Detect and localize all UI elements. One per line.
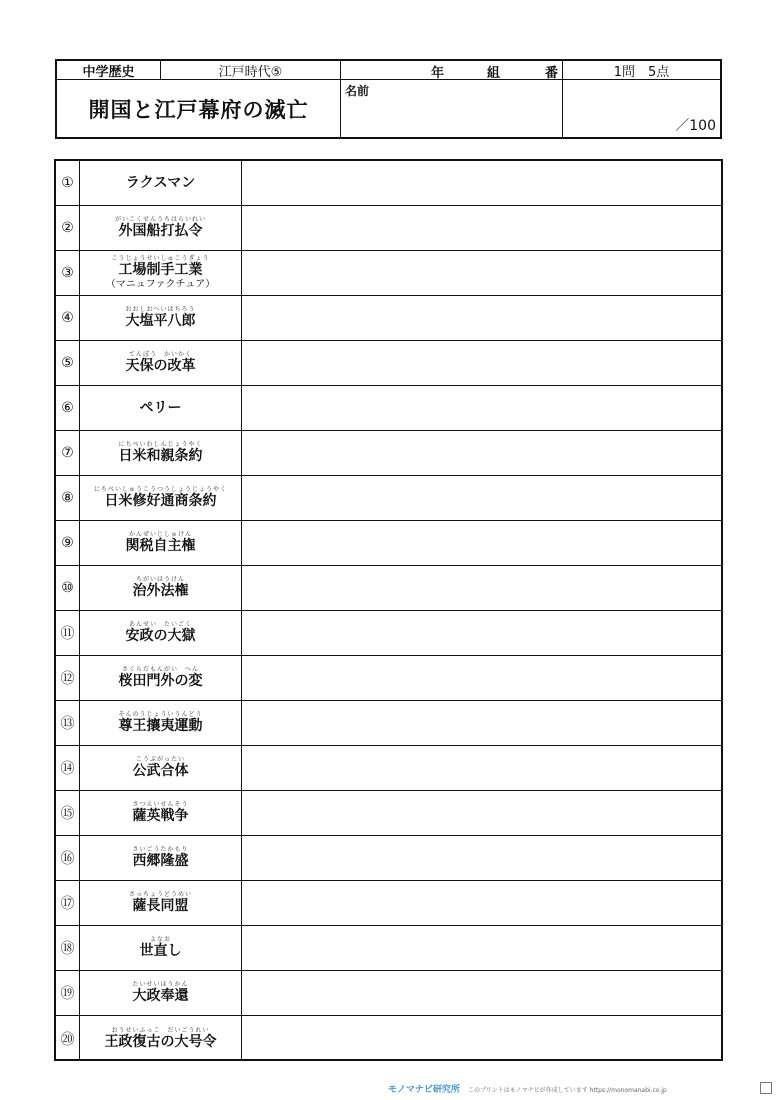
answer-field[interactable]: [242, 656, 721, 700]
unit-label: 江戸時代⑤: [161, 61, 341, 80]
question-number: ⑲: [56, 971, 80, 1015]
table-row: [56, 701, 721, 746]
answer-field[interactable]: [242, 251, 721, 295]
footer-text: このプリントはモノマナビが作成しています https://monomanabi.co.jp: [468, 1087, 667, 1094]
term-reading: かんぜいじしゅけん: [128, 531, 192, 538]
question-number: ⑩: [56, 566, 80, 610]
term-text: 薩長同盟: [132, 898, 189, 914]
question-number: ⑧: [56, 476, 80, 520]
table-row: [56, 926, 721, 971]
table-row: [56, 1016, 721, 1061]
header-table: [55, 59, 722, 139]
term-cell: [80, 206, 242, 250]
question-number: ⑬: [56, 701, 80, 745]
number-label: 番: [545, 66, 559, 81]
table-row: [56, 881, 721, 926]
answer-field[interactable]: [242, 701, 721, 745]
score-field[interactable]: [563, 80, 720, 137]
question-number: ⑰: [56, 881, 80, 925]
question-number: ①: [56, 161, 80, 205]
subject-label: 中学歴史: [57, 61, 161, 80]
answer-field[interactable]: [242, 791, 721, 835]
total-score-label: ／100: [675, 118, 716, 134]
term-cell: [80, 161, 242, 205]
term-reading: さっちょうどうめい: [128, 891, 192, 898]
page-mark: [760, 1082, 772, 1094]
term-text: 関税自主権: [125, 538, 196, 554]
question-number: ②: [56, 206, 80, 250]
table-row: [56, 296, 721, 341]
table-row: [56, 386, 721, 431]
term-text: 治外法権: [132, 583, 189, 599]
table-row: [56, 431, 721, 476]
term-text: 工場制手工業: [118, 262, 203, 278]
answer-field[interactable]: [242, 836, 721, 880]
answer-field[interactable]: [242, 1016, 721, 1061]
term-text: 西郷隆盛: [132, 853, 189, 869]
name-field[interactable]: [341, 80, 563, 137]
answer-field[interactable]: [242, 161, 721, 205]
answer-field[interactable]: [242, 881, 721, 925]
question-number: ⑳: [56, 1016, 80, 1061]
term-text: 大政奉還: [132, 988, 189, 1004]
table-row: [56, 566, 721, 611]
term-reading: おうせいふっこ だいごうれい: [111, 1026, 210, 1034]
term-text: 世直し: [139, 943, 182, 959]
question-number: ⑦: [56, 431, 80, 475]
term-reading: こうぶがったい: [135, 756, 185, 763]
answer-field[interactable]: [242, 926, 721, 970]
table-row: [56, 746, 721, 791]
term-cell: [80, 746, 242, 790]
term-reading: さくらだもんがい へん: [121, 666, 199, 673]
term-cell: [80, 926, 242, 970]
term-cell: [80, 476, 242, 520]
question-number: ③: [56, 251, 80, 295]
question-number: ④: [56, 296, 80, 340]
question-table: [54, 159, 723, 1061]
term-cell: [80, 296, 242, 340]
answer-field[interactable]: [242, 971, 721, 1015]
term-reading: にちべいわしんじょうやく: [118, 441, 203, 448]
table-row: [56, 251, 721, 296]
question-number: ⑤: [56, 341, 80, 385]
term-cell: [80, 701, 242, 745]
question-number: ⑭: [56, 746, 80, 790]
table-row: [56, 836, 721, 881]
term-cell: [80, 881, 242, 925]
answer-field[interactable]: [242, 476, 721, 520]
term-cell: [80, 836, 242, 880]
table-row: [56, 521, 721, 566]
term-text: 王政復古の大号令: [104, 1033, 217, 1050]
grade-label: 年: [431, 66, 445, 81]
term-text: 安政の大獄: [125, 628, 196, 644]
term-text: 桜田門外の変: [118, 673, 203, 689]
answer-field[interactable]: [242, 206, 721, 250]
table-row: [56, 161, 721, 206]
term-cell: [80, 251, 242, 295]
term-cell: [80, 1016, 242, 1061]
term-text: 大塩平八郎: [125, 313, 196, 329]
term-text: 日米和親条約: [118, 448, 203, 464]
question-number: ⑫: [56, 656, 80, 700]
answer-field[interactable]: [242, 746, 721, 790]
table-row: [56, 206, 721, 251]
group-label: 組: [487, 66, 501, 81]
term-cell: [80, 431, 242, 475]
term-reading: よなお: [149, 936, 171, 943]
term-reading: あんせい たいごく: [128, 621, 192, 628]
term-text: 天保の改革: [125, 358, 196, 374]
class-fields[interactable]: [341, 61, 563, 80]
answer-field[interactable]: [242, 296, 721, 340]
answer-field[interactable]: [242, 341, 721, 385]
table-row: [56, 971, 721, 1016]
table-row: [56, 791, 721, 836]
question-number: ⑨: [56, 521, 80, 565]
term-cell: [80, 971, 242, 1015]
term-cell: [80, 566, 242, 610]
term-text: 尊王攘夷運動: [118, 718, 203, 734]
footer: [388, 1082, 718, 1096]
term-cell: [80, 791, 242, 835]
answer-field[interactable]: [242, 566, 721, 610]
term-text: 日米修好通商条約: [104, 493, 217, 509]
term-text: 公武合体: [132, 763, 189, 779]
answer-field[interactable]: [242, 431, 721, 475]
term-reading: さつえいせんそう: [132, 801, 189, 808]
term-note: （マニュファクチュア）: [105, 279, 216, 290]
table-row: [56, 656, 721, 701]
term-reading: こうじょうせいしゅこうぎょう: [111, 255, 210, 262]
term-text: ペリー: [139, 399, 182, 416]
question-number: ⑯: [56, 836, 80, 880]
page-title: 開国と江戸幕府の滅亡: [57, 80, 341, 137]
table-row: [56, 611, 721, 656]
question-number: ⑱: [56, 926, 80, 970]
term-text: 薩英戦争: [132, 808, 189, 824]
answer-field[interactable]: [242, 611, 721, 655]
table-row: [56, 476, 721, 521]
publisher-logo: モノマナビ研究所: [388, 1085, 460, 1095]
term-cell: [80, 341, 242, 385]
answer-field[interactable]: [242, 386, 721, 430]
question-number: ⑥: [56, 386, 80, 430]
answer-field[interactable]: [242, 521, 721, 565]
question-number: ⑪: [56, 611, 80, 655]
term-reading: たいせいほうかん: [132, 981, 189, 988]
term-cell: [80, 521, 242, 565]
question-number: ⑮: [56, 791, 80, 835]
term-text: ラクスマン: [125, 174, 196, 191]
term-reading: がいこくせんうちはらいれい: [114, 216, 206, 223]
term-reading: そんのうじょういうんどう: [118, 711, 203, 718]
table-row: [56, 341, 721, 386]
term-text: 外国船打払令: [118, 223, 203, 239]
term-reading: てんぽう かいかく: [128, 351, 192, 358]
term-cell: [80, 386, 242, 430]
term-reading: ちがいほうけん: [135, 576, 185, 583]
name-label: 名前: [345, 84, 370, 98]
term-reading: さいごうたかもり: [132, 846, 189, 853]
term-cell: [80, 611, 242, 655]
term-cell: [80, 656, 242, 700]
points-per-question: 1問 5点: [563, 61, 720, 80]
term-reading: にちべいしゅうこうつうしょうじょうやく: [93, 486, 227, 493]
term-reading: おおしおへいはちろう: [125, 306, 196, 313]
